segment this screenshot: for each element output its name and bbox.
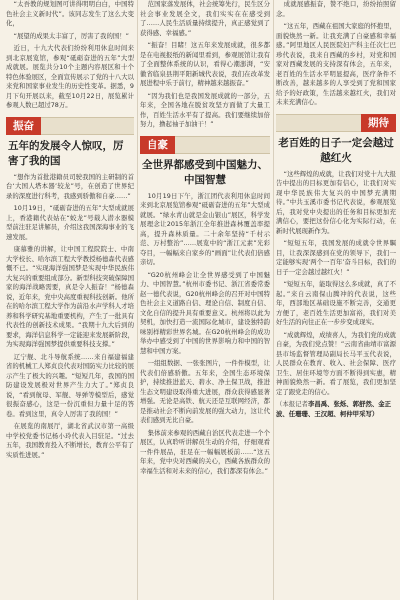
paragraph: 范国家落发展体，社会统筹先行，民生区分社会事业发展全文，我们实实在在感受到了……人民生活质量持续提升，真正感觉到了获得感、幸福感。” <box>140 0 270 37</box>
paragraph: 一组组数据、一张张图片，一件件模型，让代表们倍感骄傲。五年来，全国生态环境保护，持续推进蓝天、碧水、净土保卫战，推进生态文明建设取得重大进展，群众获得感显著增强。无论是高铁、航天还是互联网经济，都是推动社会不断向前发展的强大动力，这让代表们感到无比自豪。 <box>140 359 270 424</box>
paragraph: 康慕雅的讲解，让中国工程院院士、中南大学校长、哈尔滨工程大学教授杨德森代表感慨不已。“实现海洋强国梦是实现中华民族伟大复兴的重要组成部分。新型科技突破保障国家的海洋战略需要，真是令人振奋！”杨德森说，近年来，党中央高度重视科技创新。他所在的哈尔滨工程大学作为前沿水声学科人才培养和科学研究基地重要机构，产生了一批具有代表性的创新技术成果。“我期十九大后到的要求，海洋信息科学一定能迎来发展新阶段，为实现海洋强国梦提供重要科技支撑。” <box>6 245 134 348</box>
article-body <box>6 173 134 461</box>
article-headline: 五年的发展令人惊叹，厉害了我的国 <box>8 139 124 167</box>
section-tag: 自豪 <box>140 136 175 154</box>
column-divider <box>137 0 138 600</box>
paragraph: “G20杭州峰会让全世界感受到了中国魅力、中国智慧。”杭州市委书记、浙江省委常委赵一德代表说，G20杭州峰会的召开对中国特色社会主义道路自信、理论自信、制度自信、文化自信的提升具有重要意义。杭州将以此为契机，加快打造一流国际化城市，建设独特韵味别样精彩世界名城。在G20杭州峰会的成功举办中感受到了中国的世界影响力和中国的智慧和中国方案。 <box>140 270 270 355</box>
section-bar-zhenfen <box>6 117 134 135</box>
col1-intro <box>6 0 134 111</box>
paragraph: “成就辉煌，成绩喜人，为我们党的成就自豪，为我们党点赞！”云南省曲靖市富源县市场监督管理局副局长马平玉代表说，人民群众在教育、收入、社会保障、医疗卫生、居住环境等方面不断得到实惠，精神面貌焕然一新。看了展览，我们更加坚定了跟党走的信心。 <box>276 330 396 396</box>
section-bar-zihao <box>140 136 270 154</box>
article-body <box>276 170 396 398</box>
col3-intro <box>276 0 396 108</box>
paragraph: 成就展感振奋，赞不绝口，纷纷拍照留念。 <box>276 0 396 18</box>
column-middle <box>140 0 270 600</box>
paragraph: “这些辉煌的成就，让我们对党十九大报告中提出的目标更加有信心，让我们对实现中华民族伟大复兴的中国梦充满期待。”中共玉溪市委书记代表说，参观展览后，我对党中央提出的任务和目标更加充满信心，要把这份信心化为实际行动，在新时代展现新作为。 <box>276 169 396 235</box>
paragraph: “振奋！目睹！这五年来发展成就，很多都是在电视报纸的新闻里看到，参观展馆让我有了全面整体系统的认识，看得心潮澎湃，“安徽省临泉县荆平阳新城代表说，我们在改革发展进程中乐于前行，精神越来越振奋。” <box>140 41 270 87</box>
paragraph: “展望的成果太丰富了，厉害了我的国！” <box>13 31 129 40</box>
paragraph: “短短五年，能取得这么多成就，真了不起。”来自云南保山腾冲的代表说，这些年，西部地区基础设施不断完善，交通更方便了，老百姓生活更加富裕，我们对美好生活的向往正在一步步变成现实。 <box>276 280 396 326</box>
paragraph: “想作为首批港籍员司驶我国的主研制的首台‘大国人塔本器’较龙”号，在创造了世界纪录的深度进行科考，我感到骄傲和自豪……” <box>6 172 134 200</box>
paragraph: 辽宁舰、北斗导航系统……来自福建福建省的机械工人郑贞良代表对国防实力比较的展示产生了极大的兴趣。“短短几年，我国的国防建设发展极对世界产生力大了。”郑贞良说，“看到航母、军舰、导弹等模型后，感觉很振奋感心，这是一份沉重但力量十足的答卷。看到这里，真令人厉害了我的国！” <box>6 352 134 418</box>
column-left <box>6 0 134 600</box>
paragraph: 10月19日，“砥砺奋进的五年”大型成就展上，香港籍代表姑在“蛟龙”号载人潜水器模型前注驻足讲解员，介绍这我国深海事业的飞速发展。 <box>6 204 134 241</box>
paragraph: 在展览的南展厅，湖北省武汉市第一高级中学校党委书记杨小玲代表入目驻足。“过去五年，我国教育投入不断增长，教育公平有了实质性进展。” <box>6 422 134 459</box>
paragraph: “这五年，西藏在祖国大家庭的怀抱里，面貌焕然一新。让我充满了自豪感和幸福感。”阿里地区人民医院妇产科主任次仁巴珍代表说，我来自西藏的乡村，对党和国家对西藏发展的支持深有体会，五年来，老百姓的生活水平明显提高，医疗条件不断改善，越来越多的人享受到了党和国家给予的好政策，生活越来越红火，我们对未来充满信心。 <box>276 22 396 106</box>
author-names: 李昌禹、张烁、郭舒然、金正波、任珊珊、王汉超、柯仲甲采写） <box>276 400 392 418</box>
column-right <box>276 0 396 600</box>
article-headline: 全世界都感受到中国魅力、中国智慧 <box>142 158 268 186</box>
author-credit <box>276 400 396 419</box>
section-bar-qidai <box>276 114 396 132</box>
paragraph: “短短五年，我国发展的成就令世界瞩目，让我深深感到在党的领导下，我们一定能够实现‘两个一百年’奋斗目标，我们的日子一定会越过越红火！” <box>276 239 396 276</box>
author-label: （本报记者 <box>276 400 308 408</box>
article-headline: 老百姓的日子一定会越过越红火 <box>278 136 394 164</box>
paragraph: “因为我们也是我国发展成就的一部分，五年来，全国各地在脱贫攻坚方面做了大量工作，百姓生活水平有了提高。我们要继续加倍努力，撸起袖子加油干！” <box>140 91 270 128</box>
column-divider <box>273 0 274 600</box>
section-tag: 期待 <box>361 114 396 132</box>
paragraph: 近日，十九大代表们纷纷利用休息时间来到北京展览馆，参观“砥砺奋进的五年”大型成就展。展览共分10个主题内容展区和十个特色体验展区，全面宣传展示了党的十八大以来党和国家事业发生的历史性变革。据悉，9月下旬开展以来，截至10月22日，展览累计参观人数已超过78万。 <box>6 44 134 109</box>
paragraph: “太吾教的规划图可讲得明明白白，中国特色社会主义新时代”。该同志发生了这么大变化， <box>6 0 134 27</box>
section-tag: 振奋 <box>6 117 41 135</box>
paragraph: 10月19日下午，浙江团代表利用休息时间来到北京展览馆参观“砥砺奋进的五年”大型成就展。“绿水青山就是金山银山”展区，科学发展理念让2015年浙江全年推进森林覆盖率提高，提升森林质量。二十余年坚持“千村示范、万村整治”……展览中的“浙江元素”光彩夺目，一幅幅来自家乡的“画面”让代表们倍感亲切。 <box>140 191 270 266</box>
article-body <box>140 192 270 477</box>
col2-intro <box>140 0 270 130</box>
paragraph: 集体前来参观的西藏自治区代表走进一个个展区，认真聆听讲解员生动的介绍，仔细观看一件件展品，驻足在一幅幅展板前……“这五年来，党中央对西藏的关心，西藏各族群众的幸福生活和对未来的信心，我们都深有体会。” <box>140 428 270 475</box>
